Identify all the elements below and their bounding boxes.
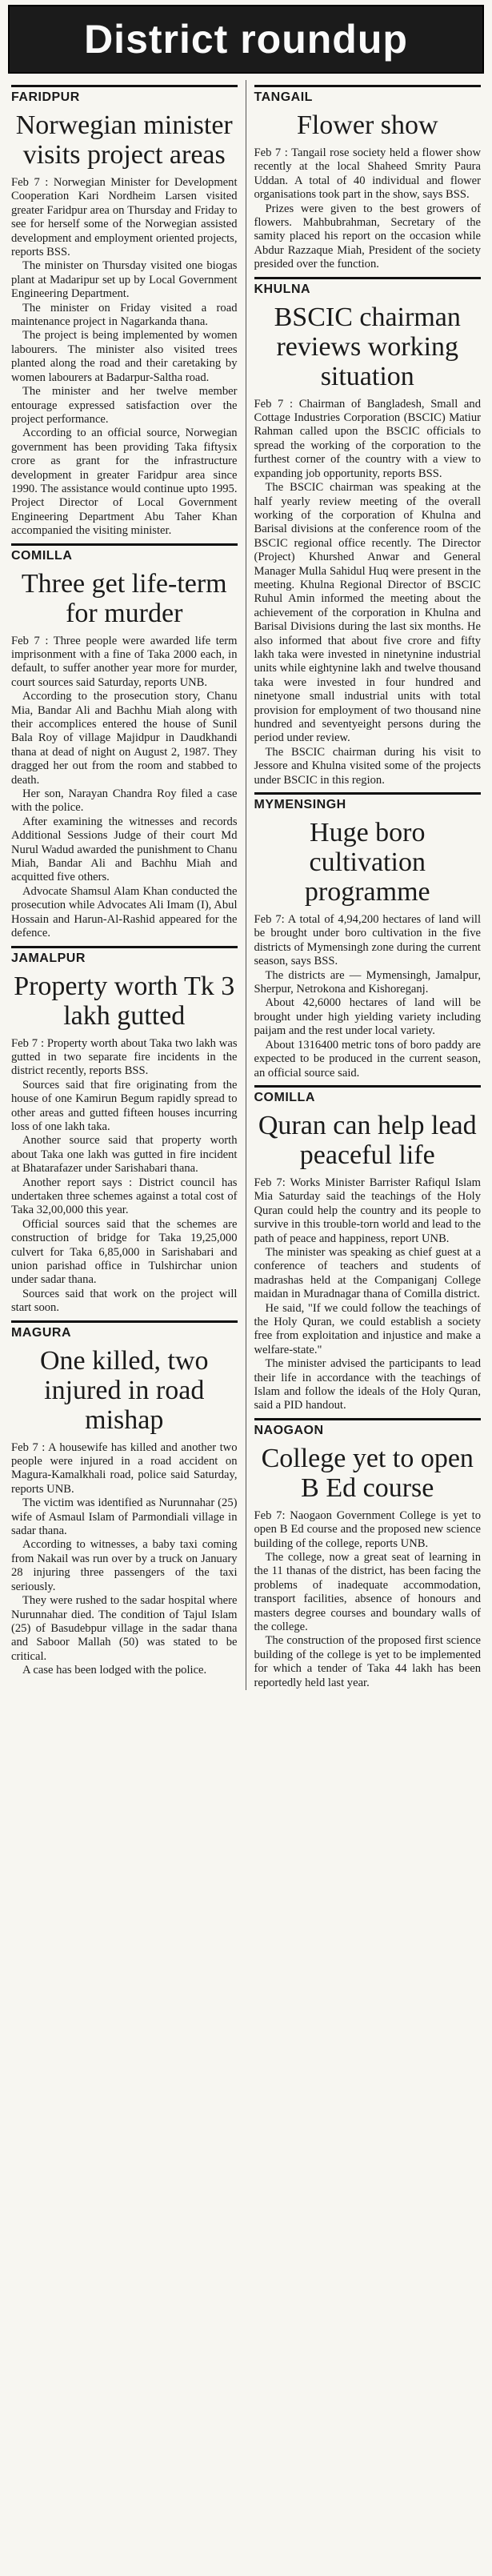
story-headline: BSCIC chairman reviews working situation xyxy=(274,302,461,391)
story-paragraph: Sources said that fire originating from the house of one Kamirun Begum rapidly spread to other areas and gutted fifteen houses incurring loss of one lakh taka. xyxy=(11,1078,238,1133)
left-column xyxy=(8,80,246,1690)
story-paragraph: Feb 7: Naogaon Government College is yet to open B Ed course and the proposed new science building of the college, reports UNB. xyxy=(254,1508,481,1550)
story-headline: Quran can help lead peaceful life xyxy=(258,1110,477,1170)
story-paragraph: After examining the witnesses and records Additional Sessions Judge of their court Md Nurul Wadud awarded the punishment to Chanu Miah, Bandar Ali and Bachhu Miah and acquitted five others. xyxy=(11,815,238,884)
news-story xyxy=(11,85,238,539)
story-paragraph: The project is being implemented by women labourers. The minister also visited trees planted along the road and their caretaking by women labourers at Badarpur-Saltha road. xyxy=(11,329,238,384)
story-dateline: TANGAIL xyxy=(254,85,482,106)
story-paragraph: According to an official source, Norwegian government has been providing Taka fiftysix crore as grant for the infrastructure development in greater Faridpur area since 1990. The assistance would continue upto 1995. Project Director of Local Government Engineering Department Abu Taher Khan accompanied the visiting minister. xyxy=(11,427,238,538)
story-paragraph: Another source said that property worth about Taka one lakh was gutted in fire incident at Bhatarafazer under Sarishabari thana. xyxy=(11,1134,238,1176)
story-dateline: FARIDPUR xyxy=(11,85,238,106)
story-dateline: NAOGAON xyxy=(254,1418,482,1439)
story-paragraph: He said, "If we could follow the teachings of the Holy Quran, we could establish a society free from exploitation and injustice and make a welfare-state." xyxy=(254,1301,481,1356)
story-paragraph: About 1316400 metric tons of boro paddy are expected to be produced in the current season, an official source said. xyxy=(254,1038,481,1080)
story-paragraph: Another report says : District council has undertaken three schemes against a total cost of Taka 32,00,000 this year. xyxy=(11,1176,238,1217)
story-paragraph: About 42,6000 hectares of land will be brought under high yielding variety including paijam and the rest under local variety. xyxy=(254,996,481,1038)
story-paragraph: Prizes were given to the best growers of flowers. Mahbubrahman, Secretary of the samity placed his report on the occasion while Abdur Razzaque Miah, President of the society presided over the function. xyxy=(254,202,481,271)
story-headline: Property worth Tk 3 lakh gutted xyxy=(14,971,235,1031)
news-story xyxy=(254,1418,482,1690)
story-paragraph: According to witnesses, a baby taxi coming from Nakail was run over by a truck on January 28 injuring three passengers of the taxi seriously. xyxy=(11,1538,238,1593)
story-paragraph: They were rushed to the sadar hospital where Nurunnahar died. The condition of Tajul Islam (25) of Basudebpur village in the sadar thana and Saboor Mallah (50) was stated to be critical. xyxy=(11,1594,238,1663)
news-story xyxy=(254,1085,482,1413)
story-paragraph: The minister on Thursday visited one biogas plant at Madaripur set up by Local Government Engineering Department. xyxy=(11,259,238,301)
story-headline: One killed, two injured in road mishap xyxy=(39,1345,209,1435)
story-paragraph: Feb 7: A total of 4,94,200 hectares of land will be brought under boro cultivation in the five districts of Mymensingh zone during the current season, says BSS. xyxy=(254,913,481,968)
story-dateline: JAMALPUR xyxy=(11,946,238,967)
story-paragraph: The BSCIC chairman was speaking at the half yearly review meeting of the overall working of the corporation of Khulna and Barisal divisions at the conference room of the BSCIC regional office recently. The Director (Project) Khurshed Anwar and General Manager Mulla Sahidul Huq were present in the meeting. Khulna Regional Director of BSCIC Ruhul Amin informed the meeting about the achievement of the corporation in Khulna and Barisal Divisions during the last six months. He also informed that about five crore and fifty lakh taka were invested in ninetynine industrial units while eightynine lakh and twelve thousand taka were invested in four hundred and ninetyone small industrial units with total provision for employment of two thousand nine hundred and seventyeight persons during the period under review. xyxy=(254,481,481,745)
story-dateline: MYMENSINGH xyxy=(254,792,482,813)
story-headline: Norwegian minister visits project areas xyxy=(15,110,233,170)
story-paragraph: Feb 7 : Chairman of Bangladesh, Small and Cottage Industries Corporation (BSCIC) Matiur Rahman called upon the BSCIC officials to spread the working of the corporation to the furthest corner of the country with a view to expanding job opportunity, reports BSS. xyxy=(254,397,481,480)
story-paragraph: Feb 7 : Norwegian Minister for Development Cooperation Kari Nordheim Larsen visited greater Faridpur area on Thursday and Friday to see for herself some of the Norwegian assisted development and employment oriented projects, reports BSS. xyxy=(11,176,238,259)
story-paragraph: Her son, Narayan Chandra Roy filed a case with the police. xyxy=(11,787,238,815)
news-story xyxy=(254,792,482,1080)
story-dateline: COMILLA xyxy=(11,543,238,564)
story-dateline: KHULNA xyxy=(254,277,482,298)
story-paragraph: Feb 7: Works Minister Barrister Rafiqul Islam Mia Saturday said the teachings of the Holy Quran could help the country and its people to survive in this trouble-torn world and lead to the path of peace and happiness, report UNB. xyxy=(254,1176,481,1245)
story-dateline: MAGURA xyxy=(11,1320,238,1341)
right-column xyxy=(246,80,485,1690)
story-paragraph: The minister advised the participants to lead their life in accordance with the teachings of Islam and follow the ideals of the Holy Quran, said a PID handout. xyxy=(254,1357,481,1412)
story-paragraph: Feb 7 : Tangail rose society held a flower show recently at the local Shaheed Smrity Paura Uddan. A total of 40 individual and flower organisations took part in the show, says BSS. xyxy=(254,146,481,202)
story-paragraph: Advocate Shamsul Alam Khan conducted the prosecution while Advocates Ali Imam (I), Abul Hossain and Harun-Al-Rashid appeared for the defence. xyxy=(11,884,238,940)
story-paragraph: Feb 7 : Three people were awarded life term imprisonment with a fine of Taka 2000 each, in default, to suffer another year more for murder, court sources said Saturday, reports UNB. xyxy=(11,634,238,689)
news-story xyxy=(11,543,238,941)
masthead-banner: District roundup xyxy=(8,5,484,74)
story-paragraph: A case has been lodged with the police. xyxy=(22,1664,207,1677)
news-story xyxy=(254,85,482,272)
story-dateline: COMILLA xyxy=(254,1085,482,1106)
story-paragraph: The victim was identified as Nurunnahar (25) wife of Asmaul Islam of Parmondiali village in sadar thana. xyxy=(11,1496,238,1538)
story-paragraph: According to the prosecution story, Chanu Mia, Bandar Ali and Bachhu Miah along with their accomplices entered the house of Sunil Bala Roy of village Majidpur in Daudkhandi thana at dead of night on August 2, 1987. They dragged her out from the room and stabbed to death. xyxy=(11,690,238,787)
story-paragraph: The minister and her twelve member entourage expressed satisfaction over the project performance. xyxy=(11,385,238,426)
story-paragraph: Feb 7 : Property worth about Taka two lakh was gutted in two separate fire incidents in the district recently, reports BSS. xyxy=(11,1036,238,1078)
story-paragraph: Feb 7 : A housewife has killed and another two people were injured in a road accident on Magura-Kamalkhali road, police said Saturday, reports UNB. xyxy=(11,1440,238,1496)
story-headline: Flower show xyxy=(296,110,438,140)
story-paragraph: The minister was speaking as chief guest at a conference of teachers and students of madrashas held at the Companiganj College maidan in Muradnagar thana of Comilla district. xyxy=(254,1245,481,1301)
story-paragraph: Sources said that work on the project will start soon. xyxy=(11,1287,238,1315)
story-paragraph: The BSCIC chairman during his visit to Jessore and Khulna visited some of the projects under BSCIC in this region. xyxy=(254,745,481,787)
story-paragraph: The college, now a great seat of learning in the 11 thanas of the district, has been facing the problems of inadequate accommodation, transport facilities, absence of honours and masters degree courses and boundary walls of the college. xyxy=(254,1551,481,1634)
story-headline: Huge boro cultivation programme xyxy=(304,818,430,907)
story-paragraph: The minister on Friday visited a road maintenance project in Nagarkanda thana. xyxy=(11,301,238,329)
news-story xyxy=(254,277,482,787)
columns xyxy=(8,80,484,1690)
story-headline: College yet to open B Ed course xyxy=(261,1443,474,1503)
story-headline: Three get life-term for murder xyxy=(21,568,227,628)
story-paragraph: The districts are — Mymensingh, Jamalpur, Sherpur, Netrokona and Kishoreganj. xyxy=(254,968,481,996)
story-paragraph: The construction of the proposed first science building of the college is yet to be implemented for which a tender of Taka 44 lakh has been reportedly held last year. xyxy=(254,1634,481,1689)
news-story xyxy=(11,1320,238,1678)
story-paragraph: Official sources said that the schemes are construction of bridge for Taka 19,25,000 culvert for Taka 6,85,000 in Sarishabari and union parishad office in Tulshirchar union under sadar thana. xyxy=(11,1217,238,1287)
news-story xyxy=(11,946,238,1316)
